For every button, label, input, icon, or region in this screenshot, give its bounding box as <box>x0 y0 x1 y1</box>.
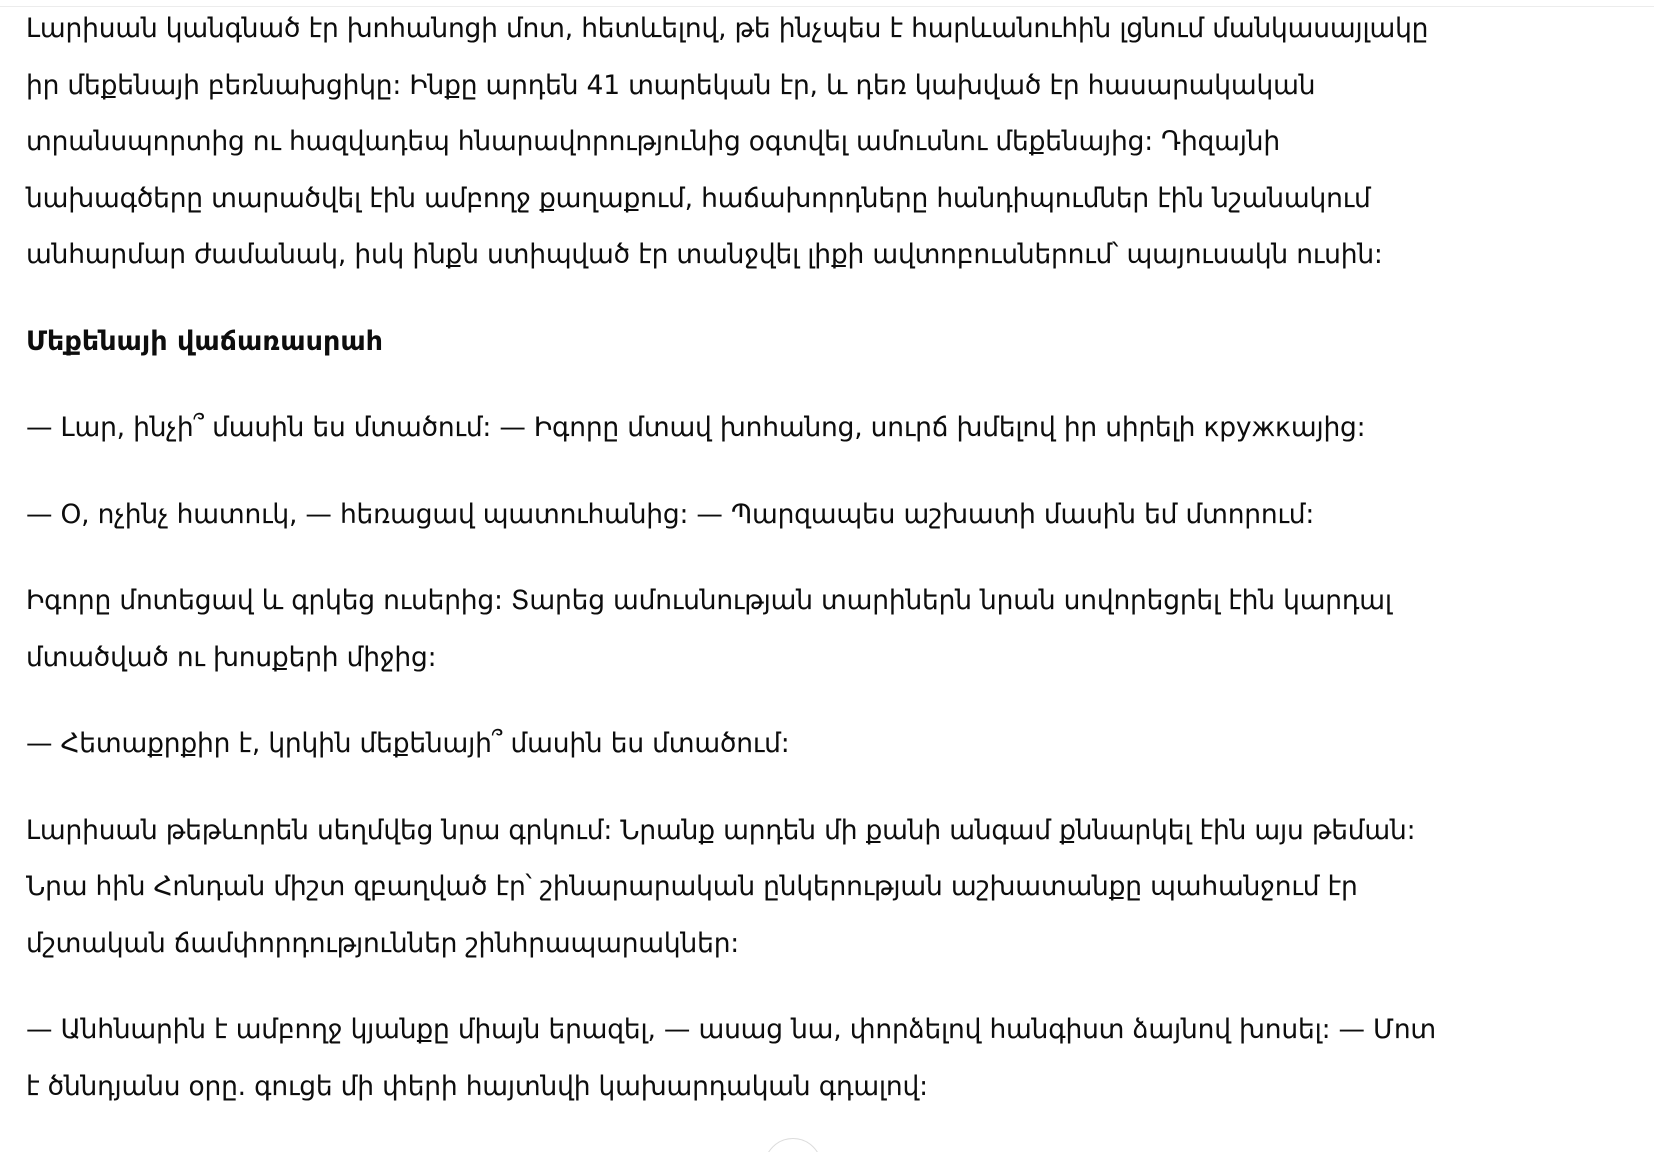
paragraph-spacer <box>26 972 1606 1002</box>
text-line: է ծննդյանս օրը. գուցե մի փերի հայտնվի կախարդական գդալով: <box>26 1070 928 1102</box>
text-line: — Անհնարին է ամբողջ կյանքը միայն երազել, — ասաց նա, փորձելով հանգիստ ձայնով խոսել: — Մոտ <box>26 1014 1437 1045</box>
text-line: — Հետաքրքիր է, կրկին մեքենայի՞ մասին ես մտածում: <box>26 728 790 759</box>
paragraph-1 <box>26 1 1606 284</box>
text-line: տրանսպորտից ու հազվադեպ հնարավորությունից օգտվել ամուսնու մեքենայից: Դիզայնի <box>26 126 1280 157</box>
paragraph-4 <box>26 573 1606 686</box>
scroll-down-button[interactable] <box>764 1138 822 1152</box>
paragraph-5 <box>26 716 1606 773</box>
paragraph-spacer <box>26 284 1606 314</box>
text-line: նախագծերը տարածվել էին ամբողջ քաղաքում, հաճախորդները հանդիպումներ էին նշանակում <box>26 182 1371 214</box>
text-line: մտածված ու խոսքերի միջից: <box>26 641 437 673</box>
paragraph-spacer <box>26 457 1606 487</box>
paragraph-2 <box>26 400 1606 457</box>
paragraph-6 <box>26 803 1606 973</box>
text-line: Լարիսան կանգնած էր խոհանոցի մոտ, հետևելով, թե ինչպես է հարևանուհին լցնում մանկասայլակը <box>26 13 1429 44</box>
text-line: — Լար, ինչի՞ մասին ես մտածում: — Իգորը մտավ խոհանոց, սուրճ խմելով իր սիրելի кружкայից: <box>26 412 1366 443</box>
paragraph-spacer <box>26 370 1606 400</box>
text-line: Իգորը մոտեցավ և գրկեց ուսերից: Տարեց ամուսնության տարիներն նրան սովորեցրել էին կարդալ <box>26 585 1392 616</box>
text-line: Լարիսան թեթևորեն սեղմվեց նրա գրկում: Նրանք արդեն մի քանի անգամ քննարկել էին այս թեման: <box>26 814 1416 846</box>
text-line: իր մեքենայի բեռնախցիկը: Ինքը արդեն 41 տարեկան էր, և դեռ կախված էր հասարակական <box>26 69 1316 101</box>
paragraph-spacer <box>26 773 1606 803</box>
article-body <box>26 1 1606 1115</box>
paragraph-spacer <box>26 543 1606 573</box>
paragraph-7 <box>26 1002 1606 1115</box>
text-line: — Օ, ոչինչ հատուկ, — հեռացավ պատուհանից: — Պարզապես աշխատի մասին եմ մտորում: <box>26 498 1315 530</box>
paragraph-3 <box>26 487 1606 544</box>
text-line: անհարմար ժամանակ, իսկ ինքն ստիպված էր տանջվել լիքի ավտոբուսներում՝ պայուսակն ուսին: <box>26 239 1383 270</box>
text-line: Նրա հին Հոնդան միշտ զբաղված էր՝ շինարարական ընկերության աշխատանքը պահանջում էր <box>26 871 1358 902</box>
section-heading: Մեքենայի վաճառասրահ <box>26 325 384 357</box>
text-line: մշտական ճամփորդություններ շինհրապարակներ: <box>26 927 740 959</box>
paragraph-spacer <box>26 686 1606 716</box>
